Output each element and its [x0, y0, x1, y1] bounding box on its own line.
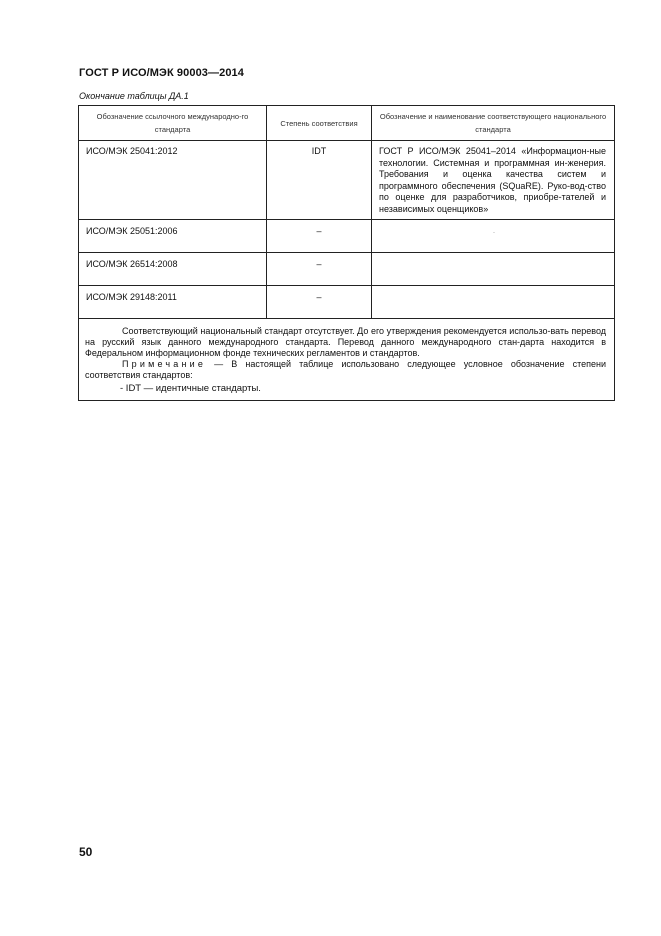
note-remark-text: — В настоящей таблице использовано следующее условное обозначение степени соответствия стандартов: — [85, 359, 606, 380]
note-remark — [85, 359, 606, 381]
note-bullet: - IDT — идентичные стандарты. — [120, 383, 261, 394]
table-note-row — [79, 319, 615, 401]
cell-national — [372, 286, 615, 319]
cell-reference: ИСО/МЭК 26514:2008 — [79, 253, 267, 286]
column-header-reference: Обозначение ссылочного международно-го стандарта — [79, 106, 267, 141]
table-note — [79, 319, 615, 401]
note-label: Примечание — [122, 359, 207, 369]
table-header-row — [79, 106, 615, 141]
cell-national: ГОСТ Р ИСО/МЭК 25041–2014 «Информацион-ные технологии. Системная и программная ин-женерия. Требования и оценка качества систем и программного обеспечения (SQuaRE). Руко-вод-ство по оценке для разработчиков, приобре-тателей и независимых оценщиков» — [372, 141, 615, 220]
page-number: 50 — [79, 845, 93, 859]
cell-reference: ИСО/МЭК 25051:2006 — [79, 220, 267, 253]
cell-reference: ИСО/МЭК 29148:2011 — [79, 286, 267, 319]
cell-degree: – — [267, 220, 372, 253]
table-row — [79, 141, 615, 220]
column-header-degree: Степень соответствия — [267, 106, 372, 141]
cell-degree: – — [267, 253, 372, 286]
table-row — [79, 220, 615, 253]
table-caption: Окончание таблицы ДА.1 — [79, 91, 189, 101]
standards-table — [78, 105, 614, 401]
cell-degree: – — [267, 286, 372, 319]
note-paragraph: Соответствующий национальный стандарт отсутствует. До его утверждения рекомендуется использо-вать перевод на русский язык данного международного стандарта. Перевод данного международного стан-дарта находится в Федеральном информационном фонде технических регламентов и стандартов. — [85, 326, 606, 358]
cell-national — [372, 253, 615, 286]
table-row — [79, 286, 615, 319]
cell-reference: ИСО/МЭК 25041:2012 — [79, 141, 267, 220]
document-header: ГОСТ Р ИСО/МЭК 90003—2014 — [79, 67, 244, 79]
cell-degree: IDT — [267, 141, 372, 220]
stray-mark: · — [493, 230, 495, 236]
table-row — [79, 253, 615, 286]
column-header-national: Обозначение и наименование соответствующего национального стандарта — [372, 106, 615, 141]
cell-national — [372, 220, 615, 253]
